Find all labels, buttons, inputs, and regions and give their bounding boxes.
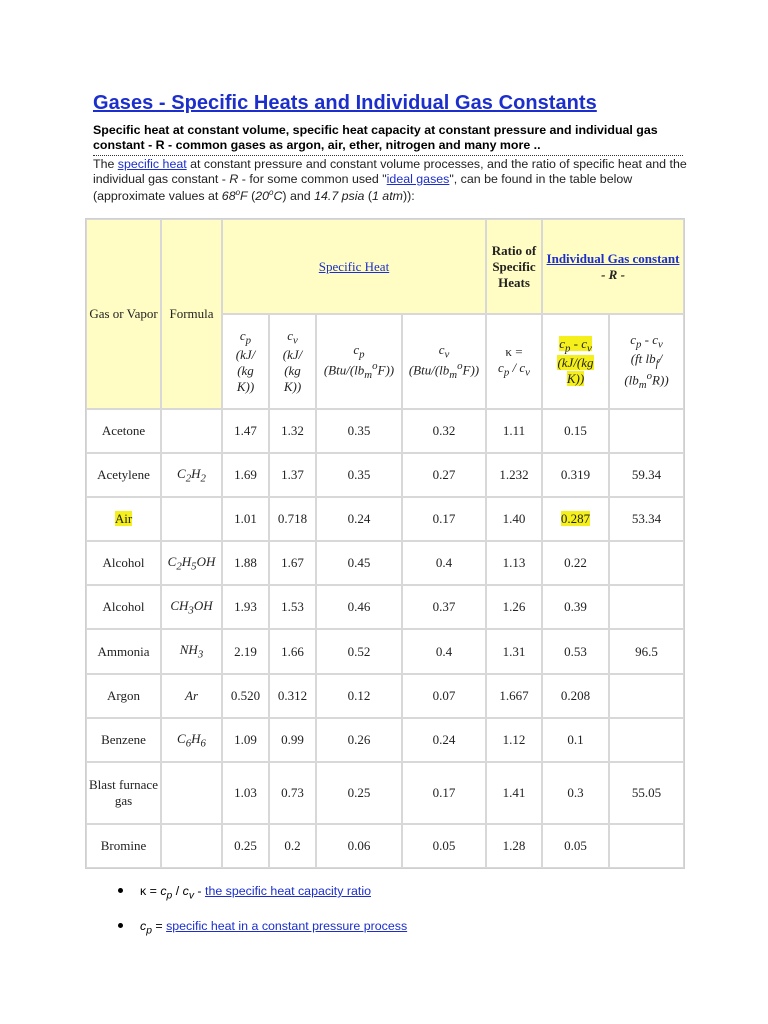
page-subtitle xyxy=(93,123,683,156)
header-ratio-label: Ratio of Specific Heats xyxy=(491,242,537,290)
cell-formula xyxy=(161,585,222,629)
cell-kappa xyxy=(486,824,542,868)
table-row xyxy=(86,674,684,718)
cell-value: Bromine xyxy=(100,838,147,853)
header-gas-constant xyxy=(542,219,684,314)
cell-cv-kj xyxy=(269,629,316,674)
cell-kappa xyxy=(486,453,542,497)
cell-formula xyxy=(161,718,222,762)
specific-heat-header-link[interactable]: Specific Heat xyxy=(318,258,390,274)
cell-value: 0.99 xyxy=(281,732,304,747)
cell-value: Acetylene xyxy=(97,467,150,482)
cell-kappa xyxy=(486,409,542,453)
ideal-gases-link[interactable]: ideal gases xyxy=(386,171,450,186)
cell-gas xyxy=(86,453,161,497)
cell-r-ft xyxy=(609,541,684,585)
cell-cv-btu xyxy=(402,541,486,585)
subtitle-text: Specific heat at constant volume, specific heat capacity at constant pressure and individual gas constant - R - common gases as argon, air, ether, nitrogen and many more .. xyxy=(93,123,658,152)
cell-value: 1.09 xyxy=(234,732,257,747)
cell-formula xyxy=(161,453,222,497)
cell-r-ft xyxy=(609,718,684,762)
intro-text: ( xyxy=(364,189,372,204)
cell-r-kj xyxy=(542,718,609,762)
cell-cp-kj xyxy=(222,824,269,868)
cell-r-kj xyxy=(542,762,609,824)
cell-kappa xyxy=(486,718,542,762)
cell-value: 1.12 xyxy=(502,732,526,747)
cell-r-kj xyxy=(542,453,609,497)
intro-text: )): xyxy=(402,189,415,204)
cell-value: 1.40 xyxy=(502,511,526,526)
cell-cv-btu xyxy=(402,409,486,453)
table-row xyxy=(86,497,684,541)
cell-cv-btu xyxy=(402,674,486,718)
cell-value: 0.17 xyxy=(432,785,456,800)
cell-r-kj xyxy=(542,409,609,453)
cell-cp-kj xyxy=(222,674,269,718)
cell-value: 0.12 xyxy=(347,688,371,703)
cell-cp-kj xyxy=(222,497,269,541)
cell-value: 0.37 xyxy=(432,599,456,614)
cell-cv-kj xyxy=(269,453,316,497)
intro-italic-r: R xyxy=(229,171,239,186)
cell-value: 1.13 xyxy=(502,555,526,570)
header-specific-heat xyxy=(222,219,486,314)
table-row xyxy=(86,762,684,824)
cell-value: 0.319 xyxy=(560,467,591,482)
cell-value: $C_6H_6$ xyxy=(177,730,206,750)
cell-r-ft xyxy=(609,762,684,824)
bullet-icon xyxy=(118,923,123,928)
cell-value: 0.46 xyxy=(347,599,371,614)
cell-r-ft xyxy=(609,629,684,674)
cell-cp-btu xyxy=(316,629,402,674)
cell-formula xyxy=(161,541,222,585)
cell-value: $CH_3OH$ xyxy=(170,597,213,617)
cell-cv-kj xyxy=(269,497,316,541)
cell-cv-btu xyxy=(402,497,486,541)
cell-cv-kj xyxy=(269,824,316,868)
cell-gas xyxy=(86,629,161,674)
intro-temp-c: 20$^o$C xyxy=(255,188,283,204)
cell-r-ft xyxy=(609,497,684,541)
cell-value: 0.25 xyxy=(234,838,257,853)
cell-value: 1.26 xyxy=(502,599,526,614)
cell-r-ft xyxy=(609,674,684,718)
cell-cp-btu xyxy=(316,585,402,629)
cell-formula xyxy=(161,824,222,868)
table-row xyxy=(86,409,684,453)
cell-value: 0.287 xyxy=(560,511,591,526)
bullet-icon xyxy=(118,888,123,893)
intro-text: ) and xyxy=(282,189,315,204)
cell-value: 0.718 xyxy=(277,511,308,526)
cell-value: Argon xyxy=(107,688,140,703)
footnote-list xyxy=(100,880,407,950)
cell-value: 1.11 xyxy=(502,423,526,438)
cell-value: 0.2 xyxy=(284,838,301,853)
cell-value: Acetone xyxy=(101,423,146,438)
cell-cp-btu xyxy=(316,762,402,824)
cell-kappa xyxy=(486,674,542,718)
cell-value: 0.26 xyxy=(347,732,371,747)
table-row xyxy=(86,585,684,629)
cell-value: 1.93 xyxy=(234,599,257,614)
table-row xyxy=(86,629,684,674)
cell-value: Ar xyxy=(185,688,198,703)
header-ratio xyxy=(486,219,542,314)
cell-value: 0.4 xyxy=(435,555,453,570)
cell-value: 1.31 xyxy=(502,643,526,659)
cell-formula xyxy=(161,674,222,718)
cell-value: 1.232 xyxy=(499,467,529,482)
cell-cp-btu xyxy=(316,541,402,585)
gas-constant-header-link[interactable]: Individual Gas constant xyxy=(546,250,680,266)
cell-value: 0.35 xyxy=(347,423,371,438)
cell-value: 0.15 xyxy=(564,423,587,438)
cell-value: 0.35 xyxy=(347,467,371,482)
cell-value: 0.17 xyxy=(432,511,456,526)
cell-formula xyxy=(161,409,222,453)
cell-value: 0.45 xyxy=(347,555,371,570)
cell-cp-btu xyxy=(316,718,402,762)
cell-cp-btu xyxy=(316,409,402,453)
cell-value: 0.52 xyxy=(347,643,371,659)
specific-heat-ratio-link[interactable]: the specific heat capacity ratio xyxy=(205,884,371,898)
cell-cv-kj xyxy=(269,718,316,762)
cell-value: 0.3 xyxy=(567,785,584,800)
list-item xyxy=(100,880,407,915)
header-gas-label: Gas or Vapor xyxy=(89,306,158,321)
cell-value: 0.32 xyxy=(432,423,456,438)
cell-value: Benzene xyxy=(101,732,146,747)
cell-r-kj xyxy=(542,629,609,674)
cell-r-ft xyxy=(609,824,684,868)
constant-pressure-link[interactable]: specific heat in a constant pressure process xyxy=(166,919,408,933)
cell-cp-kj xyxy=(222,453,269,497)
header-kappa: κ = $c_p / c_v$ xyxy=(486,314,542,409)
cell-formula xyxy=(161,629,222,674)
cell-cv-kj xyxy=(269,585,316,629)
cell-value: 1.47 xyxy=(234,423,257,438)
cell-value: 2.19 xyxy=(234,643,257,659)
cell-cp-btu xyxy=(316,453,402,497)
cell-value: 55.05 xyxy=(631,785,662,800)
cell-cv-btu xyxy=(402,629,486,674)
cell-value: 1.53 xyxy=(281,599,304,614)
cell-value: 0.520 xyxy=(230,688,261,703)
cell-r-kj xyxy=(542,674,609,718)
cell-cp-btu xyxy=(316,674,402,718)
cell-value: $C_2H_2$ xyxy=(177,465,206,485)
cell-r-ft xyxy=(609,585,684,629)
cell-kappa xyxy=(486,762,542,824)
intro-pressure: 14.7 psia xyxy=(314,189,365,204)
cell-value: 0.05 xyxy=(432,838,456,853)
cell-cv-btu xyxy=(402,453,486,497)
cell-value: 0.4 xyxy=(435,643,453,659)
cell-value: 0.73 xyxy=(281,785,304,800)
cell-value: 1.28 xyxy=(502,838,526,853)
cell-r-ft xyxy=(609,409,684,453)
intro-paragraph xyxy=(93,157,693,204)
cell-value: 0.312 xyxy=(277,688,308,703)
cell-kappa xyxy=(486,497,542,541)
specific-heat-link[interactable]: specific heat xyxy=(117,157,187,171)
cell-value: $C_2H_5OH$ xyxy=(167,553,216,573)
cell-value: 0.05 xyxy=(564,838,587,853)
table-row xyxy=(86,541,684,585)
cell-gas xyxy=(86,762,161,824)
header-gas xyxy=(86,219,161,409)
cell-value: 59.34 xyxy=(631,467,662,482)
cell-gas xyxy=(86,718,161,762)
bullet-prefix: $\kappa = c_p / c_v$ - xyxy=(140,884,205,902)
cell-gas xyxy=(86,409,161,453)
cell-value: 1.32 xyxy=(281,423,304,438)
cell-value: 1.67 xyxy=(281,555,304,570)
cell-value: Alcohol xyxy=(102,599,145,614)
page-title[interactable]: Gases - Specific Heats and Individual Gas Constants xyxy=(93,92,597,114)
cell-value: 0.07 xyxy=(432,688,456,703)
cell-value: 1.66 xyxy=(281,643,304,659)
cell-cp-btu xyxy=(316,824,402,868)
header-cp-btu: $c_p$ $(Btu/(lb_m^oF))$ xyxy=(316,314,402,409)
cell-value: $NH_3$ xyxy=(179,642,204,661)
cell-formula xyxy=(161,497,222,541)
intro-text: at constant pressure and constant volume processes, and the ratio of specific heat and the individual gas constant - xyxy=(93,157,687,186)
intro-text: ", can be found in the table below (approximate values at xyxy=(93,171,633,204)
header-r-label: - R - xyxy=(601,266,625,282)
cell-value: 1.667 xyxy=(499,688,529,703)
gas-properties-table xyxy=(85,218,685,869)
cell-gas xyxy=(86,824,161,868)
cell-cp-kj xyxy=(222,585,269,629)
cell-value: 0.25 xyxy=(347,785,371,800)
cell-kappa xyxy=(486,629,542,674)
cell-cp-kj xyxy=(222,409,269,453)
cell-cv-btu xyxy=(402,718,486,762)
cell-r-kj xyxy=(542,824,609,868)
cell-value: 1.41 xyxy=(502,785,526,800)
cell-cv-btu xyxy=(402,824,486,868)
cell-cp-kj xyxy=(222,762,269,824)
cell-cv-btu xyxy=(402,585,486,629)
cell-r-kj xyxy=(542,541,609,585)
cell-value: 1.03 xyxy=(234,785,257,800)
cell-cp-kj xyxy=(222,718,269,762)
cell-kappa xyxy=(486,585,542,629)
cell-value: 1.01 xyxy=(234,511,257,526)
header-cv-kj: $c_v$ (kJ/ (kg K)) xyxy=(269,314,316,409)
cell-value: Ammonia xyxy=(97,643,150,659)
intro-text: The xyxy=(93,157,118,171)
cell-formula xyxy=(161,762,222,824)
cell-r-ft xyxy=(609,453,684,497)
cell-cv-kj xyxy=(269,762,316,824)
cell-value: 53.34 xyxy=(631,511,662,526)
cell-r-kj xyxy=(542,497,609,541)
cell-value: Air xyxy=(114,511,133,526)
intro-text: - for some common used " xyxy=(238,171,387,186)
cell-value: 0.27 xyxy=(432,467,456,482)
cell-cp-kj xyxy=(222,541,269,585)
cell-value: 0.39 xyxy=(564,599,587,614)
table-row xyxy=(86,824,684,868)
intro-temp-f: 68$^o$F xyxy=(221,188,248,204)
cell-r-kj xyxy=(542,585,609,629)
header-formula-label: Formula xyxy=(169,306,214,321)
cell-gas xyxy=(86,541,161,585)
cell-cv-kj xyxy=(269,541,316,585)
cell-value: 0.1 xyxy=(567,732,584,747)
table-row xyxy=(86,718,684,762)
intro-text: ( xyxy=(247,189,256,204)
cell-value: Alcohol xyxy=(102,555,145,570)
cell-gas xyxy=(86,585,161,629)
cell-cp-kj xyxy=(222,629,269,674)
cell-gas xyxy=(86,497,161,541)
cell-cv-btu xyxy=(402,762,486,824)
bullet-prefix: $c_p$ = xyxy=(140,919,167,937)
cell-value: 0.24 xyxy=(432,732,456,747)
header-r-ft: $c_p - c_v$ (ft $lb_f/$ $(lb_m^oR)$) xyxy=(609,314,684,409)
cell-value: 0.208 xyxy=(560,688,591,703)
list-item xyxy=(100,915,407,950)
header-cv-btu: $c_v$ $(Btu/(lb_m^oF))$ xyxy=(402,314,486,409)
cell-value: 0.22 xyxy=(564,555,587,570)
cell-value: 1.88 xyxy=(234,555,257,570)
intro-atm: 1 atm xyxy=(371,189,403,204)
cell-value: 0.24 xyxy=(347,511,371,526)
header-r-kj: $c_p - c_v$ (kJ/(kg K)) xyxy=(542,314,609,409)
table-row xyxy=(86,453,684,497)
cell-cv-kj xyxy=(269,674,316,718)
cell-value: 1.69 xyxy=(234,467,257,482)
cell-value: 0.06 xyxy=(347,838,371,853)
header-formula xyxy=(161,219,222,409)
table-body xyxy=(86,409,684,868)
cell-kappa xyxy=(486,541,542,585)
cell-value: 96.5 xyxy=(635,643,658,659)
cell-value: 1.37 xyxy=(281,467,304,482)
cell-cv-kj xyxy=(269,409,316,453)
cell-cp-btu xyxy=(316,497,402,541)
cell-gas xyxy=(86,674,161,718)
cell-value: 0.53 xyxy=(564,643,587,659)
cell-value: Blast furnace gas xyxy=(89,777,158,808)
header-cp-kj: $c_p$ (kJ/ (kg K)) xyxy=(222,314,269,409)
